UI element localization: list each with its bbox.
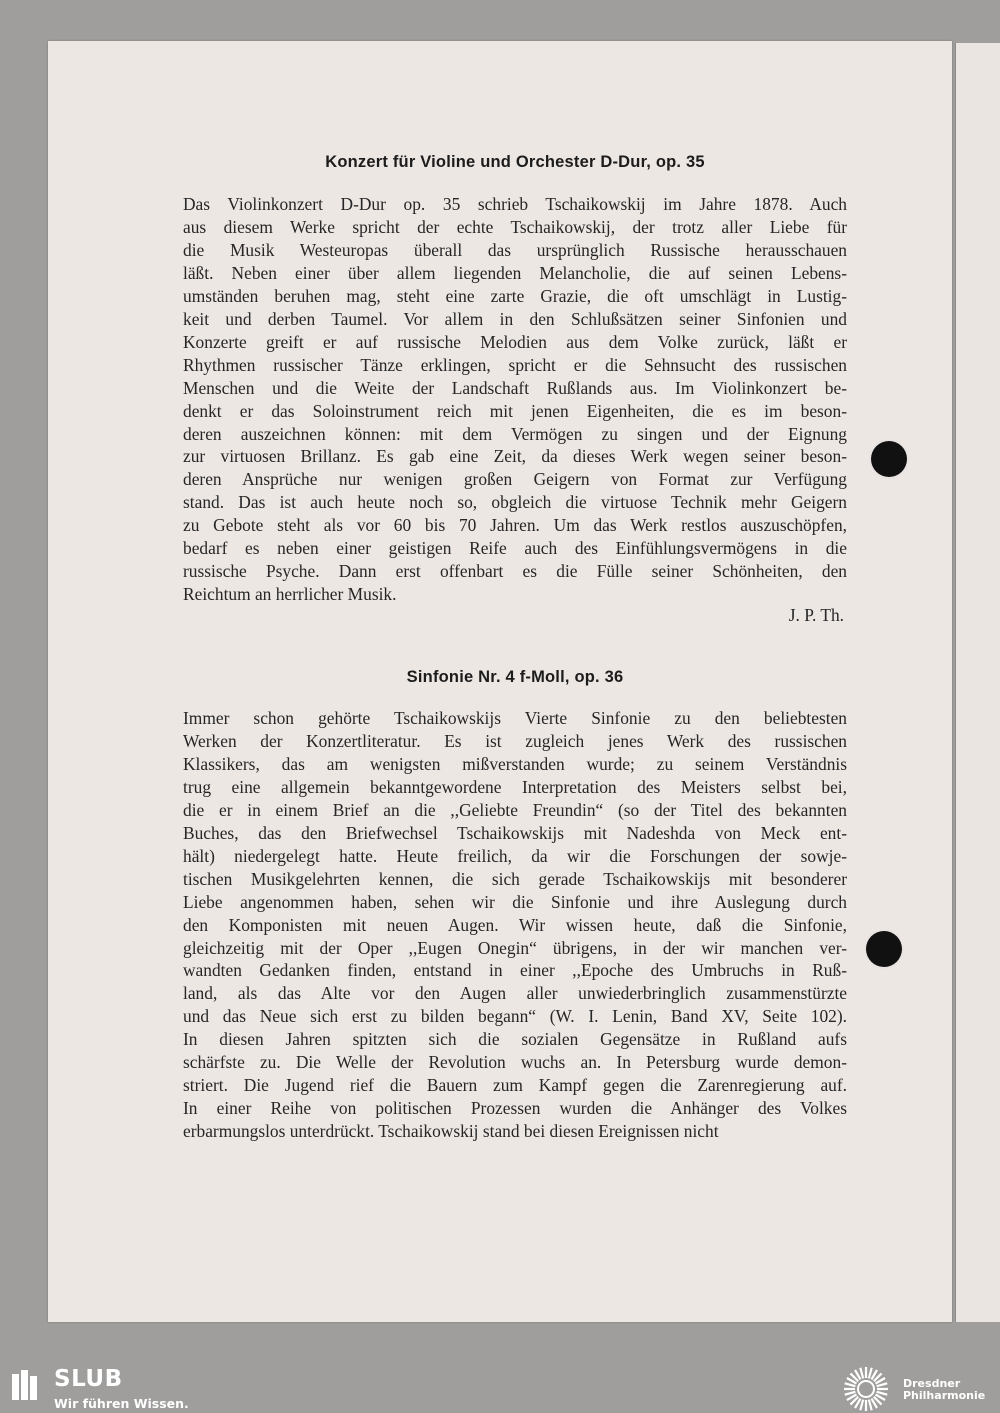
- text-line: denkt er das Soloinstrument reich mit jenen Eigenheiten, die es im beson-: [183, 400, 847, 421]
- text-line: Das Violinkonzert D-Dur op. 35 schrieb Tschaikowskij im Jahre 1878. Auch: [183, 194, 847, 214]
- text-line: den Komponisten mit neuen Augen. Wir wissen heute, daß die Sinfonie,: [183, 914, 847, 935]
- text-line: umständen beruhen mag, steht eine zarte Grazie, die oft umschlägt in Lustig-: [183, 285, 847, 306]
- text-line: Konzerte greift er auf russische Melodien aus dem Volke zurück, läßt er: [183, 331, 847, 352]
- text-line: Klassikers, das am wenigsten mißverstanden wurde; zu seinem Verständnis: [183, 753, 847, 774]
- text-line: Menschen und die Weite der Landschaft Rußlands aus. Im Violinkonzert be-: [183, 377, 847, 398]
- text-line: die er in einem Brief an die ,,Geliebte Freundin“ (so der Titel des bekannten: [183, 799, 847, 820]
- text-line: gleichzeitig mit der Oper ,,Eugen Onegin“ übrigens, in der wir manchen ver-: [183, 937, 847, 958]
- text-line: deren auszeichnen können: mit dem Vermögen zu singen und der Eignung: [183, 423, 847, 444]
- text-line: die Musik Westeuropas überall das ursprünglich Russische herausschauen: [183, 239, 847, 260]
- viewer-footer: [0, 1362, 1000, 1413]
- text-line: Rhythmen russischer Tänze erklingen, spricht er die Sehnsucht des russischen: [183, 354, 847, 375]
- next-page-edge: [955, 43, 1000, 1322]
- text-line: aus diesem Werke spricht der echte Tschaikowskij, der trotz aller Liebe für: [183, 216, 847, 237]
- slub-logo-icon: [12, 1370, 38, 1400]
- text-line: keit und derben Taumel. Vor allem in den Schlußsätzen seiner Sinfonien und: [183, 308, 847, 329]
- text-line: schärfste zu. Die Welle der Revolution wuchs an. In Petersburg wurde demon-: [183, 1052, 847, 1073]
- text-line: Immer schon gehörte Tschaikowskijs Vierte Sinfonie zu den beliebtesten: [183, 708, 847, 728]
- symphony-heading: Sinfonie Nr. 4 f-Moll, op. 36: [406, 668, 624, 686]
- text-line: wandten Gedanken finden, entstand in einer ,,Epoche des Umbruchs in Ruß-: [183, 960, 847, 981]
- text-line: deren Ansprüche nur wenigen großen Geigern von Format zur Verfügung: [183, 469, 847, 490]
- text-line: land, als das Alte vor den Augen aller unwiederbringlich zusammenstürzte: [183, 983, 847, 1004]
- text-line: Werken der Konzertliteratur. Es ist zugleich jenes Werk des russischen: [183, 730, 847, 751]
- text-line: russische Psyche. Dann erst offenbart es die Fülle seiner Schönheiten, den: [183, 561, 847, 582]
- partner-name-line2: Philharmonie: [903, 1389, 986, 1402]
- library-name: SLUB: [54, 1366, 123, 1392]
- text-line: In diesen Jahren spitzten sich die sozialen Gegensätze in Rußland aufs: [183, 1029, 847, 1050]
- philharmonie-logo-icon: [842, 1365, 890, 1413]
- library-tagline: Wir führen Wissen.: [54, 1396, 189, 1411]
- concerto-heading: Konzert für Violine und Orchester D-Dur, op. 35: [325, 153, 705, 171]
- partner-name: [903, 1378, 985, 1402]
- text-line: striert. Die Jugend rief die Bauern zum Kampf gegen die Zarenregierung auf.: [183, 1075, 847, 1096]
- partner-name-line1: Dresdner: [903, 1377, 961, 1390]
- text-line: und das Neue sich erst zu bilden begann“ (W. I. Lenin, Band XV, Seite 102).: [183, 1006, 847, 1027]
- text-line: läßt. Neben einer über allem liegenden Melancholie, die auf seinen Lebens-: [183, 262, 847, 283]
- punch-hole-upper: [871, 441, 907, 477]
- text-line: stand. Das ist auch heute noch so, obgleich die virtuose Technik mehr Geigern: [183, 492, 847, 513]
- text-line: In einer Reihe von politischen Prozessen wurden die Anhänger des Volkes: [183, 1098, 847, 1119]
- text-line: bedarf es neben einer geistigen Reife auch des Einfühlungsvermögens in die: [183, 538, 847, 559]
- text-line: hält) niedergelegt hatte. Heute freilich, da wir die Forschungen der sowje-: [183, 845, 847, 866]
- text-line: erbarmungslos unterdrückt. Tschaikowskij stand bei diesen Ereignissen nicht: [183, 1121, 719, 1142]
- symphony-paragraph: [183, 707, 847, 1143]
- punch-hole-lower: [866, 931, 902, 967]
- text-line: tischen Musikgelehrten kennen, die sich gerade Tschaikowskijs mit besonderer: [183, 868, 847, 889]
- concerto-paragraph: [183, 193, 847, 606]
- text-line: Liebe angenommen haben, sehen wir die Sinfonie und ihre Auslegung durch: [183, 891, 847, 912]
- text-line: zur virtuosen Brillanz. Es gab eine Zeit, da dieses Werk wegen seiner beson-: [183, 446, 847, 467]
- text-line: Reichtum an herrlicher Musik.: [183, 584, 397, 605]
- text-line: zu Gebote steht als vor 60 bis 70 Jahren. Um das Werk restlos auszuschöpfen,: [183, 515, 847, 536]
- text-line: Buches, das den Briefwechsel Tschaikowskijs mit Nadeshda von Meck ent-: [183, 822, 847, 843]
- author-signature: J. P. Th.: [788, 605, 844, 625]
- text-line: trug eine allgemein bekanntgewordene Interpretation des Meisters selbst bei,: [183, 776, 847, 797]
